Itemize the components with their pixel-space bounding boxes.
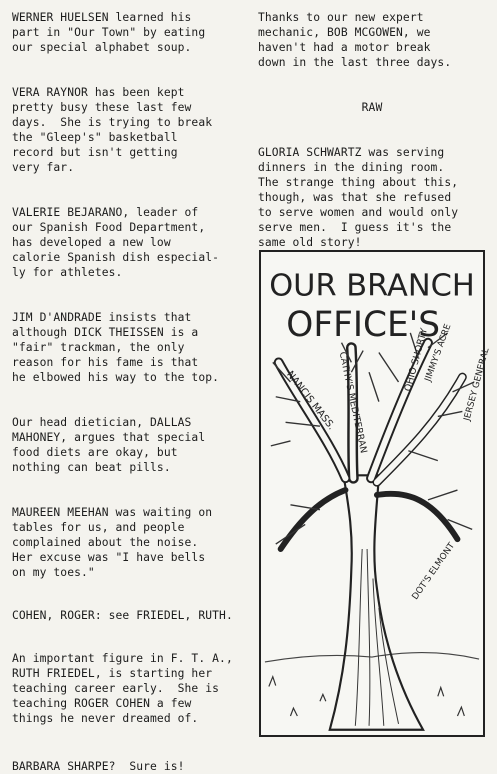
- branch-label: DOT'S ELMONT: [410, 541, 458, 602]
- left-column: [12, 10, 244, 774]
- tree-drawing: [261, 252, 492, 735]
- section-heading: RAW: [361, 101, 383, 114]
- paragraph: COHEN, ROGER: see FRIEDEL, RUTH.: [12, 609, 233, 622]
- paragraph: Thanks to our new expert mechanic, BOB MCGOWEN, we haven't had a motor break down in the last three days.: [258, 11, 452, 69]
- right-column: [258, 10, 486, 250]
- branch-label: CATHY'S MEDITERRAN: [336, 350, 369, 455]
- branch-offices-illustration: [259, 250, 492, 737]
- branch-label: NANCIS MASS.: [284, 369, 337, 433]
- branch-label: JERSEY GENERAL: [462, 347, 492, 423]
- branch-label: JIMMY'S ACRE: [423, 322, 454, 384]
- paragraph: WERNER HUELSEN learned his part in "Our Town" by eating our special alphabet soup.: [12, 11, 206, 54]
- paragraph: MAUREEN MEEHAN was waiting on tables for us, and people complained about the noise. Her excuse was "I have bells on my toes.": [12, 506, 213, 579]
- paragraph: BARBARA SHARPE? Sure is!: [12, 760, 185, 773]
- branch-label: OHIO SHORTY: [402, 327, 431, 393]
- paragraph: VALERIE BEJARANO, leader of our Spanish Food Department, has developed a new low calorie Spanish dish especial- ly for athletes.: [12, 206, 220, 279]
- illustration-title-line2: OFFICE'S: [286, 304, 441, 345]
- illustration-title-line1: OUR BRANCH: [269, 268, 475, 304]
- paragraph: VERA RAYNOR has been kept pretty busy these last few days. She is trying to break the "Gleep's" basketball record but isn't getting very far.: [12, 86, 213, 174]
- paragraph: JIM D'ANDRADE insists that although DICK THEISSEN is a "fair" trackman, the only reason for his fame is that he elbowed his way to the top.: [12, 311, 220, 384]
- paragraph: Our head dietician, DALLAS MAHONEY, argues that special food diets are okay, but nothing can beat pills.: [12, 416, 206, 474]
- paragraph: GLORIA SCHWARTZ was serving dinners in the dining room. The strange thing about this, though, was that she refused to serve women and would only serve men. I guess it's the same old story!: [258, 146, 459, 249]
- paragraph: An important figure in F. T. A., RUTH FRIEDEL, is starting her teaching career early. She is teaching ROGER COHEN a few things he never dreamed of.: [12, 652, 233, 725]
